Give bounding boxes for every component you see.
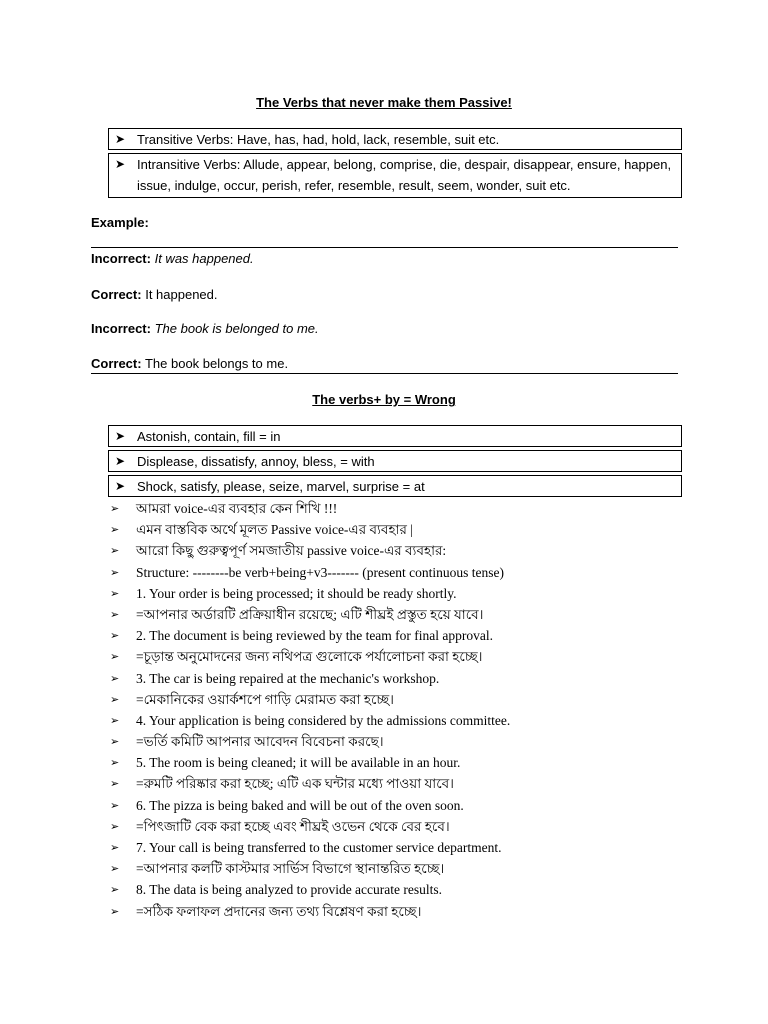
list-item [110, 773, 710, 794]
arrowhead-bullet-icon: ➢ [110, 735, 120, 749]
list-item [110, 562, 710, 583]
list-item-text: 2. The document is being reviewed by the team for final approval. [136, 628, 494, 644]
divider-top [91, 247, 678, 248]
example-incorrect-2: Incorrect: The book is belonged to me. [91, 321, 319, 336]
example-sentence-list [110, 498, 710, 922]
list-item-text: 3. The car is being repaired at the mechanic's workshop. [136, 670, 440, 686]
list-item-text: =আপনার অর্ডারটি প্রক্রিয়াধীন রয়েছে; এটি শীঘ্রই প্রস্তুত হয়ে যাবে। [136, 606, 484, 622]
section-heading-verbs-by: The verbs+ by = Wrong [312, 392, 456, 407]
list-item [110, 498, 710, 519]
list-item [110, 837, 710, 858]
list-item [110, 540, 710, 561]
box-row [109, 129, 681, 150]
arrowhead-bullet-icon: ➤ [115, 132, 126, 146]
list-item-text: Structure: --------be verb+being+v3------- (present continuous tense) [136, 564, 504, 580]
arrowhead-bullet-icon: ➢ [110, 798, 120, 812]
arrowhead-bullet-icon: ➢ [110, 756, 120, 770]
box-row-text: Displease, dissatisfy, annoy, bless, = with [137, 454, 375, 469]
box-row-text: Intransitive Verbs: Allude, appear, belong, comprise, die, despair, disappear, ensure, happen, issue, indulge, occur, perish, refer, resemble, result, seem, wonder, suit etc. [137, 157, 672, 193]
list-item-text: আরো কিছু গুরুত্বপূর্ণ সমজাতীয় passive voice-এর ব্যবহার: [136, 543, 447, 559]
arrowhead-bullet-icon: ➤ [115, 429, 126, 443]
list-item-text: 4. Your application is being considered by the admissions committee. [136, 712, 511, 728]
list-item-text: =রুমটি পরিষ্কার করা হচ্ছে; এটি এক ঘন্টার মধ্যে পাওয়া যাবে। [136, 776, 454, 792]
box-row [109, 476, 681, 497]
list-item [110, 583, 710, 604]
arrowhead-bullet-icon: ➢ [110, 713, 120, 727]
list-item-text: =সঠিক ফলাফল প্রদানের জন্য তথ্য বিশ্লেষণ করা হচ্ছে। [136, 903, 422, 919]
list-item-text: =পিৎজাটি বেক করা হচ্ছে এবং শীঘ্রই ওভেন থেকে বের হবে। [136, 818, 450, 834]
arrowhead-bullet-icon: ➢ [110, 819, 120, 833]
list-item [110, 901, 710, 922]
list-item [110, 879, 710, 900]
list-item [110, 752, 710, 773]
verb-type-box-1 [108, 128, 682, 150]
list-item [110, 858, 710, 879]
list-item-text: 1. Your order is being processed; it should be ready shortly. [136, 585, 457, 601]
verbs-by-box-2 [108, 450, 682, 472]
arrowhead-bullet-icon: ➤ [115, 454, 126, 468]
arrowhead-bullet-icon: ➢ [110, 841, 120, 854]
arrowhead-bullet-icon: ➢ [110, 862, 120, 876]
list-item [110, 625, 710, 646]
verbs-by-box-1 [108, 425, 682, 447]
box-row-text: Astonish, contain, fill = in [137, 429, 281, 444]
verbs-by-box-3 [108, 475, 682, 497]
arrowhead-bullet-icon: ➢ [110, 692, 120, 706]
list-item-text: =আপনার কলটি কাস্টমার সার্ভিস বিভাগে স্থানান্তরিত হচ্ছে। [136, 861, 445, 877]
arrowhead-bullet-icon: ➢ [110, 544, 120, 558]
list-item-text: =মেকানিকের ওয়ার্কশপে গাড়ি মেরামত করা হচ্ছে। [136, 691, 394, 707]
divider-bottom [91, 373, 678, 374]
list-item [110, 816, 710, 837]
list-item-text: =ভর্তি কমিটি আপনার আবেদন বিবেচনা করছে। [136, 734, 384, 750]
section-heading-passive: The Verbs that never make them Passive! [256, 95, 512, 110]
arrowhead-bullet-icon: ➢ [110, 650, 120, 664]
list-item [110, 646, 710, 667]
arrowhead-bullet-icon: ➤ [115, 479, 126, 493]
box-row-text: Transitive Verbs: Have, has, had, hold, lack, resemble, suit etc. [137, 132, 500, 147]
verb-type-box-2 [108, 153, 682, 198]
list-item [110, 731, 710, 752]
box-row-text: Shock, satisfy, please, seize, marvel, surprise = at [137, 479, 425, 494]
list-item-text: 8. The data is being analyzed to provide accurate results. [136, 882, 443, 898]
arrowhead-bullet-icon: ➤ [115, 157, 126, 171]
arrowhead-bullet-icon: ➢ [110, 523, 120, 537]
arrowhead-bullet-icon: ➢ [110, 883, 120, 897]
example-incorrect-1: Incorrect: It was happened. [91, 251, 254, 266]
arrowhead-bullet-icon: ➢ [110, 629, 120, 643]
list-item-text: 5. The room is being cleaned; it will be available in an hour. [136, 755, 461, 771]
list-item [110, 795, 710, 816]
arrowhead-bullet-icon: ➢ [110, 904, 120, 918]
list-item [110, 604, 710, 625]
example-correct-1: Correct: It happened. [91, 287, 218, 302]
example-correct-2: Correct: The book belongs to me. [91, 356, 289, 371]
arrowhead-bullet-icon: ➢ [110, 565, 120, 579]
list-item [110, 519, 710, 540]
arrowhead-bullet-icon: ➢ [110, 607, 120, 621]
list-item-text: এমন বাস্তবিক অর্থে মূলত Passive voice-এর ব্যবহার | [136, 522, 413, 538]
box-row [109, 451, 681, 472]
list-item-text: আমরা voice-এর ব্যবহার কেন শিখি !!! [136, 501, 338, 516]
arrowhead-bullet-icon: ➢ [110, 671, 120, 685]
arrowhead-bullet-icon: ➢ [110, 777, 120, 791]
box-row [109, 426, 681, 447]
list-item-text: 7. Your call is being transferred to the customer service department. [136, 840, 502, 855]
arrowhead-bullet-icon: ➢ [110, 586, 120, 600]
list-item [110, 668, 710, 689]
list-item [110, 689, 710, 710]
list-item [110, 710, 710, 731]
list-item-text: =চূড়ান্ত অনুমোদনের জন্য নথিপত্র গুলোকে পর্যালোচনা করা হচ্ছে। [136, 649, 483, 665]
box-row [109, 154, 681, 196]
list-item-text: 6. The pizza is being baked and will be out of the oven soon. [136, 797, 464, 813]
example-label: Example: [91, 215, 149, 230]
arrowhead-bullet-icon: ➢ [110, 502, 120, 515]
